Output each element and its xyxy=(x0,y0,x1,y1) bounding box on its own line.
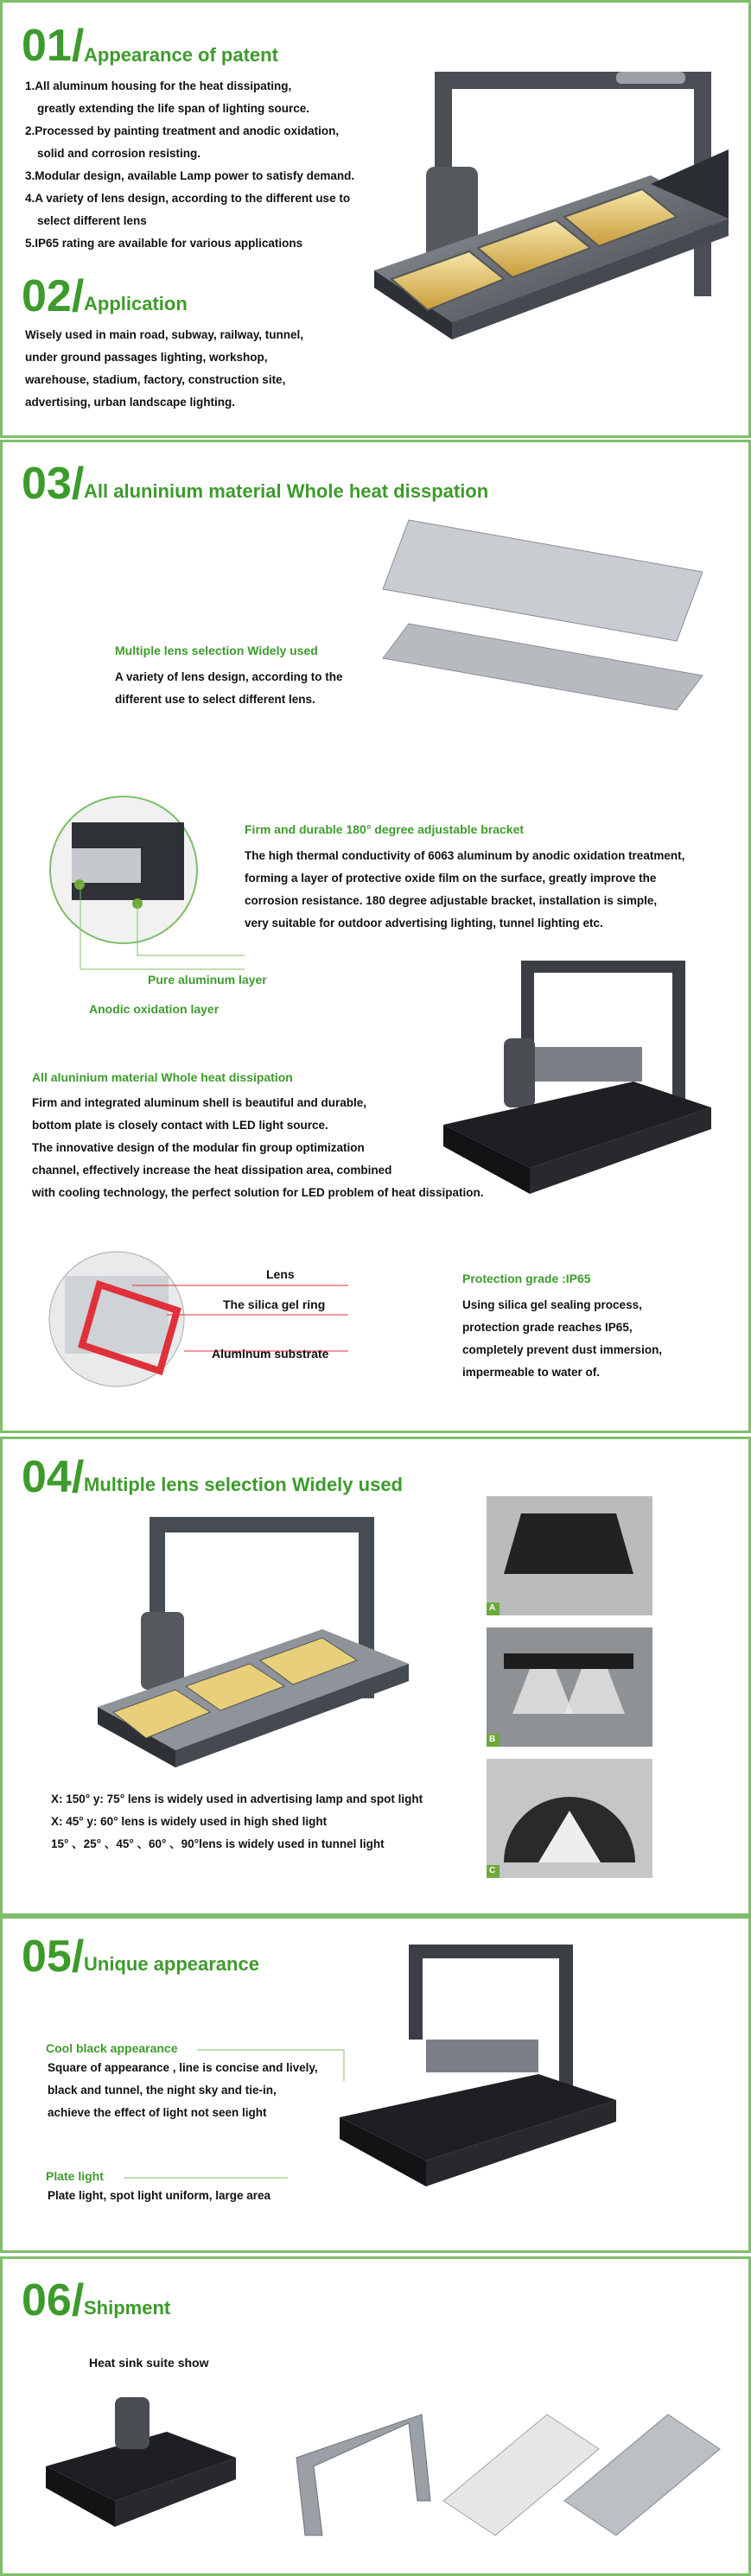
plate-line: Plate light, spot light uniform, large area xyxy=(48,2189,271,2202)
floodlight-lamp-image xyxy=(366,37,737,417)
section-title: Unique appearance xyxy=(84,1953,259,1975)
application-line: under ground passages lighting, workshop, xyxy=(25,351,268,364)
section-number: 02/ xyxy=(22,271,85,321)
heat-line: The innovative design of the modular fin group optimization xyxy=(32,1141,365,1154)
feature-item: solid and corrosion resisting. xyxy=(37,147,201,160)
lens-line: different use to select different lens. xyxy=(115,693,315,706)
heat-sink-lamp-image xyxy=(443,961,720,1211)
silica-ring-label: The silica gel ring xyxy=(223,1298,326,1311)
floodlight-lamp-image xyxy=(89,1508,417,1819)
section-title: Appearance of patent xyxy=(84,44,278,66)
black-line: Square of appearance , line is concise and lively, xyxy=(48,2061,318,2074)
pure-aluminum-label: Pure aluminum layer xyxy=(148,973,267,987)
section-number: 06/ xyxy=(22,2275,85,2325)
lens-module-part-image xyxy=(564,2406,720,2544)
section-number: 03/ xyxy=(22,459,85,509)
lens-label: Lens xyxy=(266,1267,295,1281)
bracket-title: Firm and durable 180° degree adjustable bracket xyxy=(245,822,525,836)
section-03 xyxy=(0,440,751,1433)
ip-line: Using silica gel sealing process, xyxy=(462,1298,642,1311)
caption: Heat sink suite show xyxy=(89,2356,209,2370)
heat-line: channel, effectively increase the heat dissipation area, combined xyxy=(32,1164,392,1177)
feature-item: 3.Modular design, available Lamp power to satisfy demand. xyxy=(25,169,355,182)
application-line: Wisely used in main road, subway, railway, tunnel, xyxy=(25,328,303,341)
section-number: 04/ xyxy=(22,1452,85,1502)
badge-a: A xyxy=(489,1603,496,1613)
application-line: advertising, urban landscape lighting. xyxy=(25,396,236,409)
section-06 xyxy=(0,2256,751,2576)
heat-line: with cooling technology, the perfect solution for LED problem of heat dissipation. xyxy=(32,1186,484,1199)
section-04 xyxy=(0,1437,751,1916)
lens-angle-line: X: 45° y: 60° lens is widely used in high shed light xyxy=(51,1815,328,1828)
substrate-label: Aluminum substrate xyxy=(212,1347,329,1361)
lens-angle-line: 15° 、25° 、45° 、60° 、90°lens is widely used in tunnel light xyxy=(51,1837,385,1850)
bracket-line: corrosion resistance. 180 degree adjustable bracket, installation is simple, xyxy=(245,894,658,907)
bracket-line: The high thermal conductivity of 6063 aluminum by anodic oxidation treatment, xyxy=(245,849,685,862)
lens-title: Multiple lens selection Widely used xyxy=(115,644,318,657)
feature-item: 1.All aluminum housing for the heat dissipating, xyxy=(25,79,292,92)
ip-line: completely prevent dust immersion, xyxy=(462,1343,663,1356)
anodic-layer-label: Anodic oxidation layer xyxy=(89,1002,220,1016)
section-title: All aluninium material Whole heat disspation xyxy=(84,480,489,502)
black-line: black and tunnel, the night sky and tie-in, xyxy=(48,2084,277,2097)
section-01-02 xyxy=(0,0,751,438)
ip-line: impermeable to water of. xyxy=(462,1366,601,1379)
beam-pattern-b-image xyxy=(487,1627,652,1747)
heat-dissipation-title: All aluninium material Whole heat dissipation xyxy=(32,1070,293,1084)
beam-pattern-c-image xyxy=(487,1759,652,1878)
ip-line: protection grade reaches IP65, xyxy=(462,1321,633,1334)
section-number: 05/ xyxy=(22,1932,85,1982)
section-title: Shipment xyxy=(84,2297,171,2319)
black-line: achieve the effect of light not seen light xyxy=(48,2106,267,2119)
section-title: Application xyxy=(84,293,188,314)
bracket-line: very suitable for outdoor advertising lighting, tunnel lighting etc. xyxy=(245,917,603,930)
heat-line: Firm and integrated aluminum shell is beautiful and durable, xyxy=(32,1096,367,1109)
black-appearance-title: Cool black appearance xyxy=(46,2041,178,2055)
black-heat-sink-lamp-image xyxy=(340,1945,616,2204)
plate-light-title: Plate light xyxy=(46,2169,104,2183)
section-title: Multiple lens selection Widely used xyxy=(84,1474,403,1495)
badge-b: B xyxy=(489,1735,496,1744)
heat-line: bottom plate is closely contact with LED light source. xyxy=(32,1119,328,1132)
section-number: 01/ xyxy=(22,21,85,71)
feature-item: 2.Processed by painting treatment and anodic oxidation, xyxy=(25,124,340,137)
bracket-part-image xyxy=(288,2406,435,2544)
application-line: warehouse, stadium, factory, construction site, xyxy=(25,373,286,386)
beam-pattern-a-image xyxy=(487,1496,652,1615)
feature-item: greatly extending the life span of lighting source. xyxy=(37,102,310,115)
feature-item: 5.IP65 rating are available for various applications xyxy=(25,237,303,250)
bracket-line: forming a layer of protective oxide film on the surface, greatly improve the xyxy=(245,872,657,885)
ip-title: Protection grade :IP65 xyxy=(462,1272,591,1285)
heat-sink-part-image xyxy=(46,2397,236,2544)
badge-c: C xyxy=(489,1866,496,1875)
feature-item: 4.A variety of lens design, according to the different use to xyxy=(25,192,351,205)
lens-plate-image xyxy=(383,511,711,719)
callout-line xyxy=(124,2176,296,2185)
feature-item: select different lens xyxy=(37,214,147,227)
lens-angle-line: X: 150° y: 75° lens is widely used in advertising lamp and spot light xyxy=(51,1792,423,1805)
section-05 xyxy=(0,1916,751,2253)
lens-line: A variety of lens design, according to the xyxy=(115,670,343,683)
